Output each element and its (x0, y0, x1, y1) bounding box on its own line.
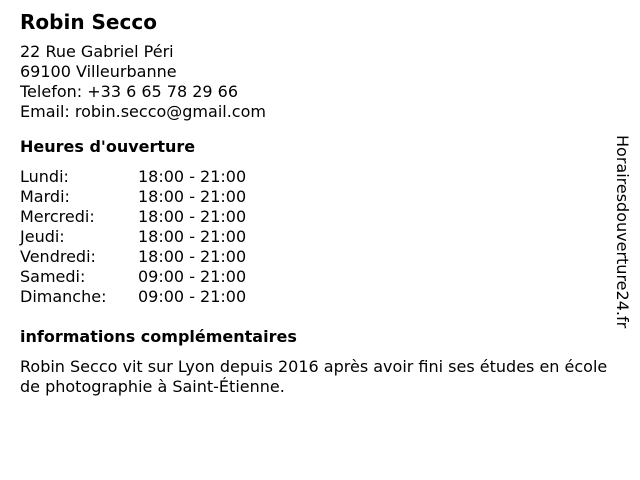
day-label: Mercredi: (20, 207, 95, 226)
email-address: Email: robin.secco@gmail.com (20, 102, 266, 121)
additional-info-text: Robin Secco vit sur Lyon depuis 2016 après avoir fini ses études en école de photographie à Saint-Étienne. (20, 357, 608, 396)
hours-row-saturday (20, 267, 610, 287)
day-label: Dimanche: (20, 287, 107, 306)
hours-row-sunday (20, 287, 610, 307)
time-range: 09:00 - 21:00 (138, 267, 247, 286)
additional-info-heading: informations complémentaires (20, 327, 297, 346)
city-postal: 69100 Villeurbanne (20, 62, 177, 81)
time-range: 18:00 - 21:00 (138, 247, 247, 266)
hours-row-tuesday (20, 187, 610, 207)
hours-row-monday (20, 167, 610, 187)
street-address: 22 Rue Gabriel Péri (20, 42, 174, 61)
site-watermark: Horairesdouverture24.fr (613, 135, 632, 329)
time-range: 18:00 - 21:00 (138, 207, 247, 226)
hours-row-wednesday (20, 207, 610, 227)
day-label: Samedi: (20, 267, 86, 286)
opening-hours-heading: Heures d'ouverture (20, 137, 196, 156)
day-label: Vendredi: (20, 247, 96, 266)
hours-row-friday (20, 247, 610, 267)
day-label: Lundi: (20, 167, 69, 186)
hours-row-thursday (20, 227, 610, 247)
time-range: 18:00 - 21:00 (138, 167, 247, 186)
day-label: Mardi: (20, 187, 70, 206)
time-range: 18:00 - 21:00 (138, 227, 247, 246)
opening-hours-list (20, 167, 610, 307)
business-card (20, 10, 610, 397)
phone-number: Telefon: +33 6 65 78 29 66 (20, 82, 239, 101)
day-label: Jeudi: (20, 227, 65, 246)
business-name: Robin Secco (20, 10, 157, 34)
time-range: 18:00 - 21:00 (138, 187, 247, 206)
address-block (20, 42, 610, 122)
time-range: 09:00 - 21:00 (138, 287, 247, 306)
